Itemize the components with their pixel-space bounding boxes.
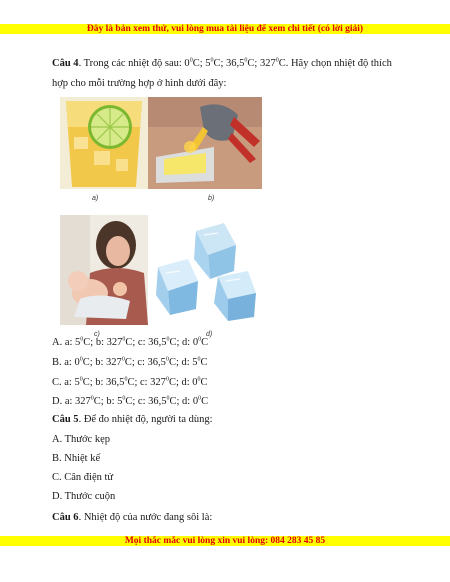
question-5-label: Câu 5 [52, 414, 79, 425]
caption-a: a) [92, 195, 99, 202]
contact-banner: Mọi thắc mắc vui lòng xin vui lòng: 084 283 45 85 [0, 536, 450, 546]
question-6-stem [52, 512, 212, 523]
caption-c: c) [94, 331, 100, 338]
ice-cubes-image [148, 215, 262, 325]
question-4-figure [60, 97, 262, 340]
option-d[interactable]: D. a: $327^0C$; b: $5^0C$; c: 36,5$^0$C; d: $0^0C$ [52, 395, 209, 407]
mother-baby-image [60, 215, 148, 325]
q5-option-c[interactable]: C. Cân điện tử [52, 472, 114, 483]
caption-b: b) [208, 195, 215, 202]
question-5-stem: Câu 5. Để đo nhiệt độ, người ta dùng: [52, 414, 213, 425]
question-4-stem: Câu 4. Trong các nhiệt độ sau: $0^0C$; $5^0C$; 36,5$^0$C; $327^0C$. Hãy chọn nhiệt độ thích hợp cho mỗi trường hợp ở hình dưới đây: [52, 57, 392, 89]
q5-option-a[interactable]: A. Thước kẹp [52, 434, 110, 445]
caption-d: d) [206, 331, 213, 338]
option-c[interactable]: C. a: $5^0C$; b: 36,5$^0$C; c: $327^0C$; d: $0^0C$ [52, 376, 208, 388]
lemon-drink-image [60, 97, 148, 189]
question-6-label: Câu 6 [52, 512, 79, 523]
preview-banner: Đây là bản xem thử, vui lòng mua tài liệu để xem chi tiết (có lời giải) [0, 24, 450, 34]
question-6-text: . Nhiệt độ của nước đang sôi là: [78, 512, 213, 523]
question-4-label: Câu 4 [52, 58, 79, 69]
q5-option-d[interactable]: D. Thước cuộn [52, 491, 116, 502]
q5-option-b[interactable]: B. Nhiệt kế [52, 453, 101, 464]
option-b[interactable]: B. a: $0^0C$; b: $327^0C$; c: 36,5$^0$C; d: $5^0C$ [52, 356, 208, 368]
molten-metal-image [148, 97, 262, 189]
option-a[interactable]: A. a: $5^0C$; b: $327^0C$; c: 36,5$^0$C; d: $0^0C$ [52, 336, 209, 348]
